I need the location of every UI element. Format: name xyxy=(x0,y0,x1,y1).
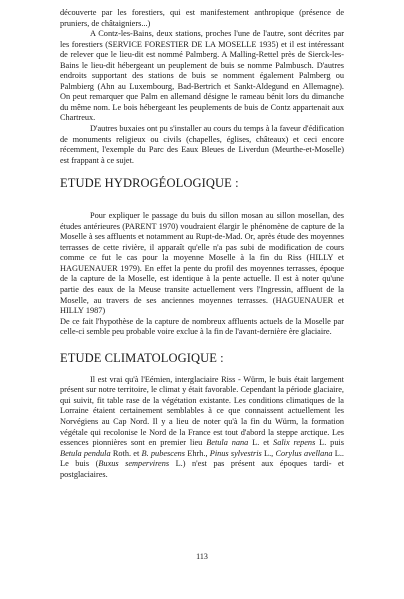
heading-etude-climatologique: ETUDE CLIMATOLOGIQUE : xyxy=(60,350,224,365)
paragraph-hydro-conclusion: De ce fait l'hypothèse de la capture de nombreux affluents actuels de la Moselle par celle-ci semble peu probable voire exclue à la fin de l'avant-dernière ère glaciaire. xyxy=(60,316,344,337)
paragraph-climat-eemien xyxy=(60,375,344,480)
paragraph-intro-continuation: découverte par les forestiers, qui est manifestement anthropique (présence de pruniers, de châtaigniers...) xyxy=(60,8,344,28)
heading-etude-hydrogeologique: ETUDE HYDROGÉOLOGIQUE : xyxy=(60,176,239,191)
text-run: Ehrh., xyxy=(185,448,210,458)
text-run: L., xyxy=(261,448,276,458)
species-name: Pinus sylvestris xyxy=(209,448,262,458)
species-name: Betula pendula xyxy=(60,448,111,458)
paragraph-hydro-capture: Pour expliquer le passage du buis du sillon mosan au sillon mosellan, des études antérieures (PARENT 1970) voudraient élargir le phénomène de capture de la Moselle à ses affluents et notamment au Rupt-de-Mad. Or, après étude des moyennes terrasses de cette rivière, il apparaît qu'elle n'a pas subi de modification de cours comme ce fut le cas pour la moyenne Moselle à la fin du Riss (HILLY et HAGUENAUER 1979). En effet la pente du profil des moyennes terrasses, époque de la capture de la Moselle, est identique à la pente actuelle. Il est à noter qu'une partie des eaux de la Meuse transite actuellement vers l'Ingressin, affluent de la Moselle, au travers de ses anciennes moyennes terrasses. (HAGUENAUER et HILLY 1987) xyxy=(60,211,344,316)
species-name: B. pubescens xyxy=(141,448,186,458)
text-run: L. et xyxy=(248,438,274,448)
text-run: L.) n'est pas présent aux époques tardi- et postglaciaires. xyxy=(60,459,344,479)
text-run: L. puis xyxy=(315,438,345,448)
text-run: Roth. et xyxy=(110,448,142,458)
species-name: Corylus avellana xyxy=(275,448,333,458)
species-name: Betula nana xyxy=(206,438,249,448)
page-number: 113 xyxy=(196,552,208,561)
species-name: Salix repens xyxy=(273,438,316,448)
species-name: Buxus sempervirens xyxy=(98,459,170,469)
paragraph-buxaies-monuments: D'autres buxaies ont pu s'installer au cours du temps à la faveur d'édification de monuments religieux ou civils (chapelles, églises, châteaux) et ceci encore récemment, l'exemple du Parc des Eaux Bleues de Liverdun (Meurthe-et-Moselle) est frappant à ce sujet. xyxy=(60,124,344,165)
text-run: L.. Le buis ( xyxy=(60,448,344,469)
text-run: Il est vrai qu'à l'Eémien, interglaciaire Riss - Würm, le buis était largement présent sur notre territoire, le climat y était favorable. Cependant la période glaciaire, qui suivit, fit table rase de la végétation existante. Les conditions climatiques de la Lorraine étaient certainement semblables à ce que connaissent actuellement les Norvégiens au Cap Nord. Il y a lieu de noter qu'à la fin du Würm, la formation végétale qui recolonise le Nord de la France est tout d'abord la steppe arctique. Les essences pionnières sont en premier lieu xyxy=(60,374,344,448)
paragraph-contz-palmberg: A Contz-les-Bains, deux stations, proches l'une de l'autre, sont décrites par les forestiers (SERVICE FORESTIER DE LA MOSELLE 1935) et il est intéressant de relever que le lieu-dit est nommé Palmberg. A Malling-Rettel près de Sierck-les-Bains le lieu-dit hébergeant un peuplement de buis se nomme Palmbusch. D'autres endroits supportant des stations de buis se nomment également Palmberg ou Palmbierg (Ahn au Luxembourg, Bad-Bertrich et Sankt-Aldegund en Allemagne). On peut remarquer que Palm en allemand désigne le rameau bénit lors du dimanche du même nom. Le bois hébergeant les peuplements de buis de Contz appartenait aux Chartreux. xyxy=(60,29,344,123)
